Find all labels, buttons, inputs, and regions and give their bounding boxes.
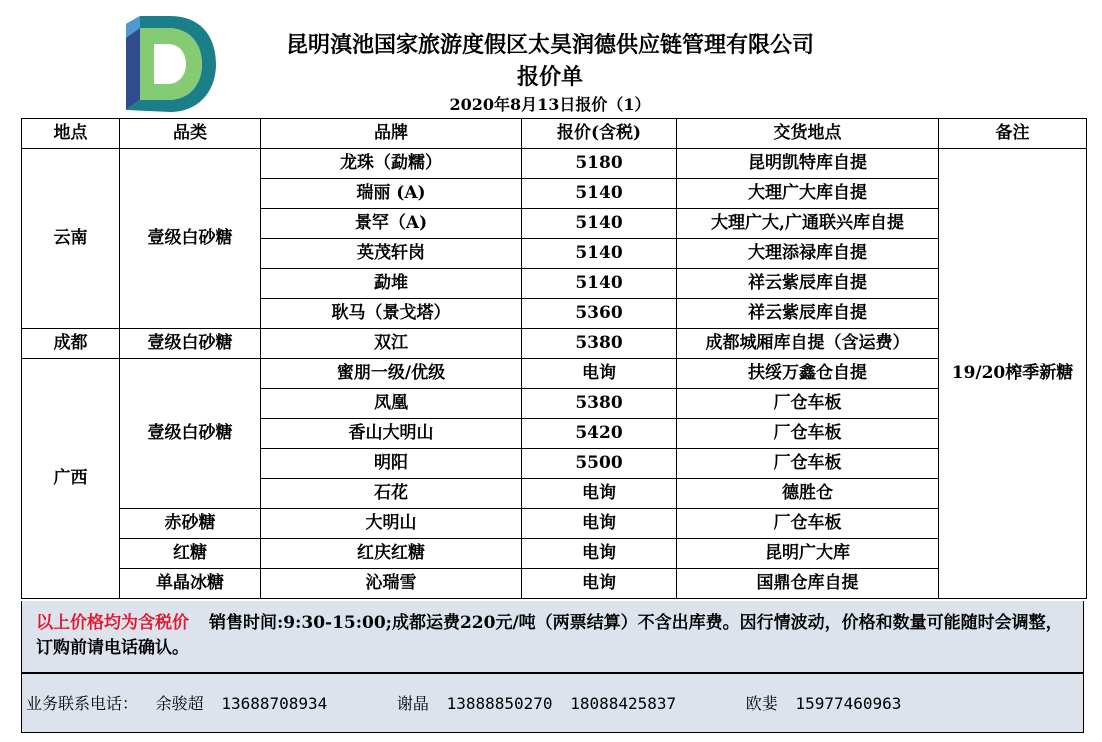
brand-cell: 红庆红糖 [261,539,522,569]
price-cell: 5380 [522,389,677,419]
delivery-cell: 昆明凯特库自提 [677,149,939,179]
price-cell: 电询 [522,569,677,599]
table-row [22,329,1087,359]
brand-cell: 龙珠（勐糯） [261,149,522,179]
brand-cell: 勐堆 [261,269,522,299]
contact-phone: 18088425837 [570,694,677,713]
contact-phone: 13688708934 [221,694,328,713]
sales-terms-text: 销售时间:9:30-15:00;成都运费220元/吨（两票结算）不含出库费。因行情波动，价格和数量可能随时会调整，订购前请电话确认。 [36,613,1063,658]
price-cell: 5500 [522,449,677,479]
brand-cell: 双江 [261,329,522,359]
delivery-cell: 昆明广大库 [677,539,939,569]
location-cell: 广西 [22,359,120,599]
company-name: 昆明滇池国家旅游度假区太昊润德供应链管理有限公司 [285,32,814,58]
tax-included-note: 以上价格均为含税价 [36,613,189,633]
delivery-cell: 德胜仓 [677,479,939,509]
category-cell: 红糖 [120,539,261,569]
header-location: 地点 [22,119,120,149]
brand-cell: 瑞丽 (A) [261,179,522,209]
delivery-cell: 厂仓车板 [677,449,939,479]
brand-cell: 耿马（景戈塔） [261,299,522,329]
contact-person: 欧婓 [745,694,778,713]
header-delivery: 交货地点 [677,119,939,149]
contact-bar [21,673,1084,733]
remark-cell: 19/20榨季新糖 [939,149,1087,599]
price-cell: 5140 [522,269,677,299]
quote-date: 2020年8月13日报价（1） [449,95,651,114]
brand-cell: 石花 [261,479,522,509]
header-category: 品类 [120,119,261,149]
price-cell: 5380 [522,329,677,359]
brand-cell: 凤凰 [261,389,522,419]
category-cell: 壹级白砂糖 [120,359,261,509]
price-cell: 5180 [522,149,677,179]
price-cell: 电询 [522,359,677,389]
delivery-cell: 大理广大库自提 [677,179,939,209]
delivery-cell: 扶绥万鑫仓自提 [677,359,939,389]
price-cell: 5420 [522,419,677,449]
brand-cell: 景罕（A) [261,209,522,239]
document-title: 报价单 [516,64,583,90]
price-cell: 5140 [522,209,677,239]
category-cell: 壹级白砂糖 [120,329,261,359]
price-cell: 电询 [522,539,677,569]
location-cell: 成都 [22,329,120,359]
category-cell: 壹级白砂糖 [120,149,261,329]
delivery-cell: 厂仓车板 [677,389,939,419]
price-cell: 电询 [522,509,677,539]
delivery-cell: 成都城厢库自提（含运费） [677,329,939,359]
quote-table [21,118,1087,599]
location-cell: 云南 [22,149,120,329]
table-row [22,359,1087,389]
table-header-row [22,119,1087,149]
header-brand: 品牌 [261,119,522,149]
table-row [22,569,1087,599]
brand-cell: 蜜朋一级/优级 [261,359,522,389]
notes-panel [21,601,1084,673]
contact-label: 业务联系电话： [26,694,139,713]
price-cell: 电询 [522,479,677,509]
delivery-cell: 厂仓车板 [677,419,939,449]
delivery-cell: 祥云紫辰库自提 [677,299,939,329]
contact-phone: 15977460963 [795,694,902,713]
price-cell: 5360 [522,299,677,329]
brand-cell: 沁瑞雪 [261,569,522,599]
contact-phone: 13888850270 [446,694,553,713]
contact-person: 余骏超 [155,694,204,713]
brand-cell: 英茂轩岗 [261,239,522,269]
brand-cell: 明阳 [261,449,522,479]
price-cell: 5140 [522,179,677,209]
category-cell: 单晶冰糖 [120,569,261,599]
contact-person: 谢晶 [396,694,429,713]
table-row [22,509,1087,539]
header-remark: 备注 [939,119,1087,149]
brand-cell: 大明山 [261,509,522,539]
header-price: 报价(含税) [522,119,677,149]
table-row [22,539,1087,569]
delivery-cell: 祥云紫辰库自提 [677,269,939,299]
delivery-cell: 国鼎仓库自提 [677,569,939,599]
delivery-cell: 大理广大,广通联兴库自提 [677,209,939,239]
price-cell: 5140 [522,239,677,269]
delivery-cell: 厂仓车板 [677,509,939,539]
table-row [22,149,1087,179]
delivery-cell: 大理添禄库自提 [677,239,939,269]
category-cell: 赤砂糖 [120,509,261,539]
brand-cell: 香山大明山 [261,419,522,449]
